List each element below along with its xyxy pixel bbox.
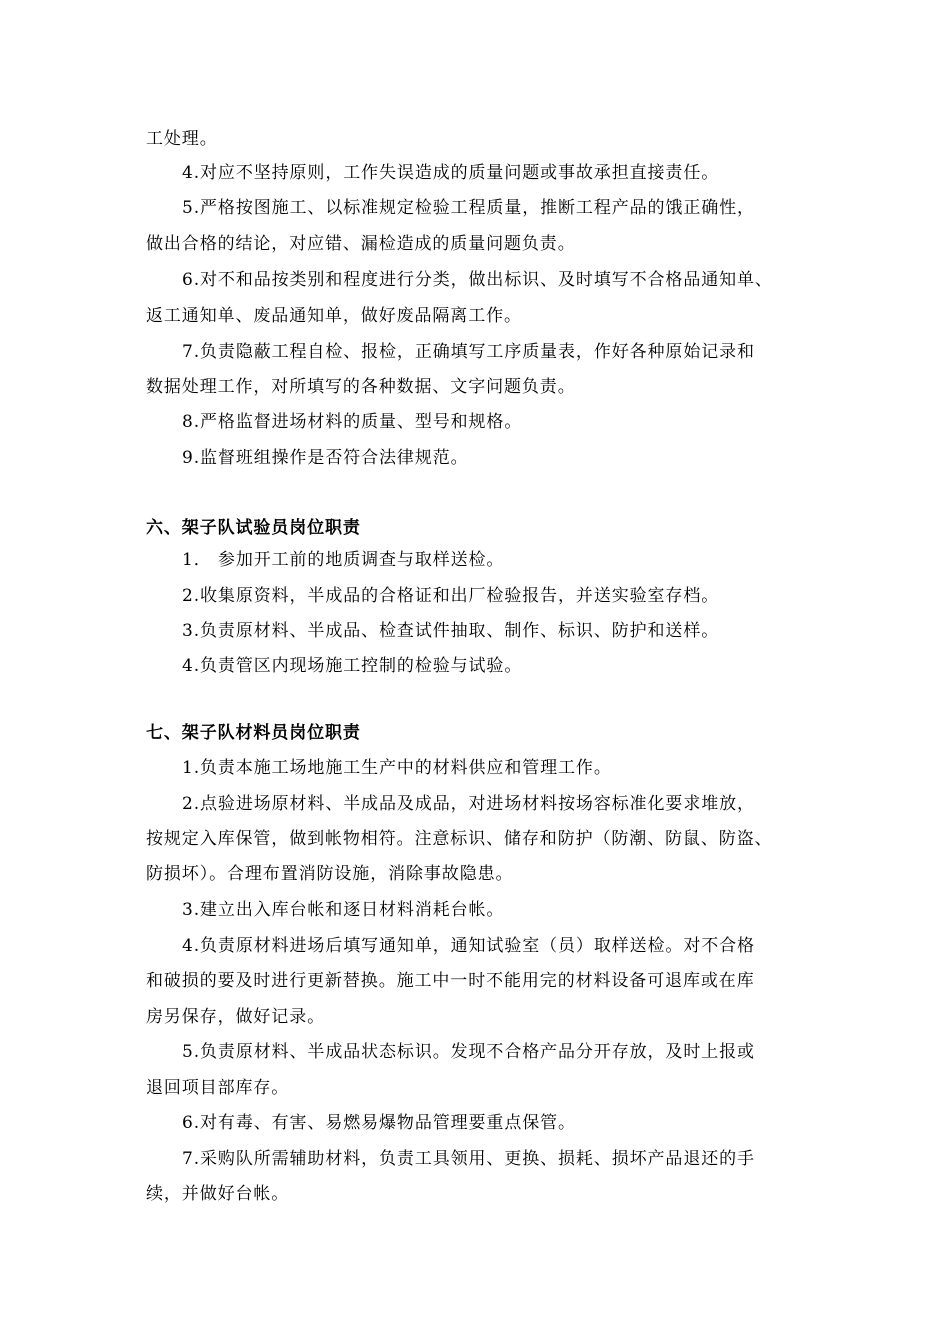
- text-line: 5.负责原材料、半成品状态标识。发现不合格产品分开存放，及时上报或: [182, 1042, 755, 1062]
- text-line: 6.对有毒、有害、易燃易爆物品管理要重点保管。: [182, 1113, 576, 1133]
- text-line: 续，并做好台帐。: [146, 1184, 290, 1204]
- text-line: 2.点验进场原材料、半成品及成品，对进场材料按场容标准化要求堆放，: [182, 794, 755, 814]
- text-line: 3.建立出入库台帐和逐日材料消耗台帐。: [182, 900, 505, 920]
- text-line: 4.负责原材料进场后填写通知单，通知试验室（员）取样送检。对不合格: [182, 936, 755, 956]
- text-line: 1.负责本施工场地施工生产中的材料供应和管理工作。: [182, 758, 612, 778]
- text-line: 退回项目部库存。: [146, 1078, 290, 1098]
- text-line: 和破损的要及时进行更新替换。施工中一时不能用完的材料设备可退库或在库: [146, 971, 755, 991]
- text-line: 3.负责原材料、半成品、检查试件抽取、制作、标识、防护和送样。: [182, 621, 720, 641]
- text-line: 6.对不和品按类别和程度进行分类，做出标识、及时填写不合格品通知单、: [182, 270, 773, 290]
- section-heading: 七、架子队材料员岗位职责: [146, 723, 361, 743]
- text-line: 8.严格监督进场材料的质量、型号和规格。: [182, 412, 523, 432]
- text-line: 4.对应不坚持原则，工作失误造成的质量问题或事故承担直接责任。: [182, 163, 720, 183]
- text-line: 1． 参加开工前的地质调查与取样送检。: [182, 550, 505, 570]
- text-line: 防损坏）。合理布置消防设施，消除事故隐患。: [146, 864, 514, 884]
- section-heading: 六、架子队试验员岗位职责: [146, 518, 361, 538]
- text-line: 7.采购队所需辅助材料，负责工具领用、更换、损耗、损坏产品退还的手: [182, 1149, 755, 1169]
- text-line: 做出合格的结论，对应错、漏检造成的质量问题负责。: [146, 234, 576, 254]
- text-line: 9.监督班组操作是否符合法律规范。: [182, 448, 469, 468]
- text-line: 4.负责管区内现场施工控制的检验与试验。: [182, 656, 523, 676]
- text-line: 2.收集原资料，半成品的合格证和出厂检验报告，并送实验室存档。: [182, 586, 720, 606]
- text-line: 数据处理工作，对所填写的各种数据、文字问题负责。: [146, 377, 576, 397]
- text-line: 5.严格按图施工、以标准规定检验工程质量，推断工程产品的饿正确性，: [182, 198, 755, 218]
- text-line: 房另保存，做好记录。: [146, 1007, 325, 1027]
- text-line: 工处理。: [146, 129, 218, 149]
- text-line: 按规定入库保管，做到帐物相符。注意标识、储存和防护（防潮、防鼠、防盗、: [146, 829, 773, 849]
- text-line: 7.负责隐蔽工程自检、报检，正确填写工序质量表，作好各种原始记录和: [182, 342, 755, 362]
- text-line: 返工通知单、废品通知单，做好废品隔离工作。: [146, 306, 522, 326]
